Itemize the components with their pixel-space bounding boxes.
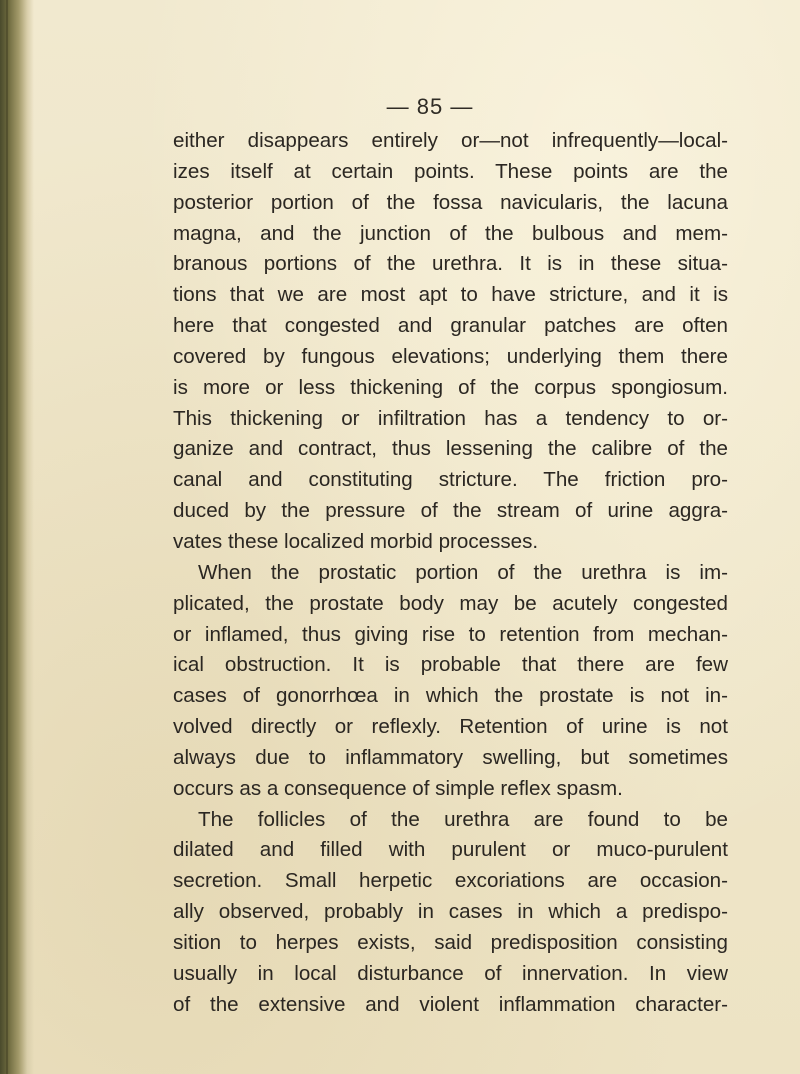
text-line: ganize and contract, thus lessening the calibre of the <box>173 437 728 461</box>
text-line: When the prostatic portion of the urethra is im- <box>198 560 728 584</box>
text-line: magna, and the junction of the bulbous and mem- <box>173 221 728 245</box>
text-line: The follicles of the urethra are found to be <box>198 807 728 831</box>
text-line: covered by fungous elevations; underlying them there <box>173 344 728 368</box>
text-line: duced by the pressure of the stream of urine aggra- <box>173 499 728 523</box>
text-line: of the extensive and violent inflammation character- <box>173 992 728 1016</box>
text-line: either disappears entirely or—not infrequently—local- <box>173 129 728 152</box>
text-line: ical obstruction. It is probable that there are few <box>173 653 728 677</box>
text-line: izes itself at certain points. These points are the <box>173 159 728 183</box>
text-line: or inflamed, thus giving rise to retention from mechan- <box>173 622 728 646</box>
text-line: here that congested and granular patches are often <box>173 314 728 338</box>
text-line: volved directly or reflexly. Retention of urine is not <box>173 715 728 739</box>
text-line: secretion. Small herpetic excoriations are occasion- <box>173 869 728 893</box>
page-number: — 85 — <box>386 94 474 119</box>
text-line: canal and constituting stricture. The friction pro- <box>173 468 728 492</box>
text-line: dilated and filled with purulent or muco-purulent <box>173 838 728 862</box>
text-line: branous portions of the urethra. It is in these situa- <box>173 252 728 276</box>
text-line: plicated, the prostate body may be acutely congested <box>173 591 728 615</box>
text-line: usually in local disturbance of innervation. In view <box>173 961 728 985</box>
text-line: occurs as a consequence of simple reflex spasm. <box>173 776 623 800</box>
text-line: cases of gonorrhœa in which the prostate is not in- <box>173 684 728 708</box>
book-binding-edge <box>0 0 34 1074</box>
text-line: ally observed, probably in cases in which a predispo- <box>173 900 728 924</box>
body-text <box>173 126 728 1020</box>
text-line: sition to herpes exists, said predisposition consisting <box>173 930 728 954</box>
text-line: This thickening or infiltration has a tendency to or- <box>173 406 728 430</box>
text-line: posterior portion of the fossa navicularis, the lacuna <box>173 190 728 214</box>
text-line: always due to inflammatory swelling, but sometimes <box>173 745 728 769</box>
text-line: vates these localized morbid processes. <box>173 529 539 553</box>
text-line: is more or less thickening of the corpus spongiosum. <box>173 375 728 399</box>
text-line: tions that we are most apt to have stricture, and it is <box>173 283 728 307</box>
